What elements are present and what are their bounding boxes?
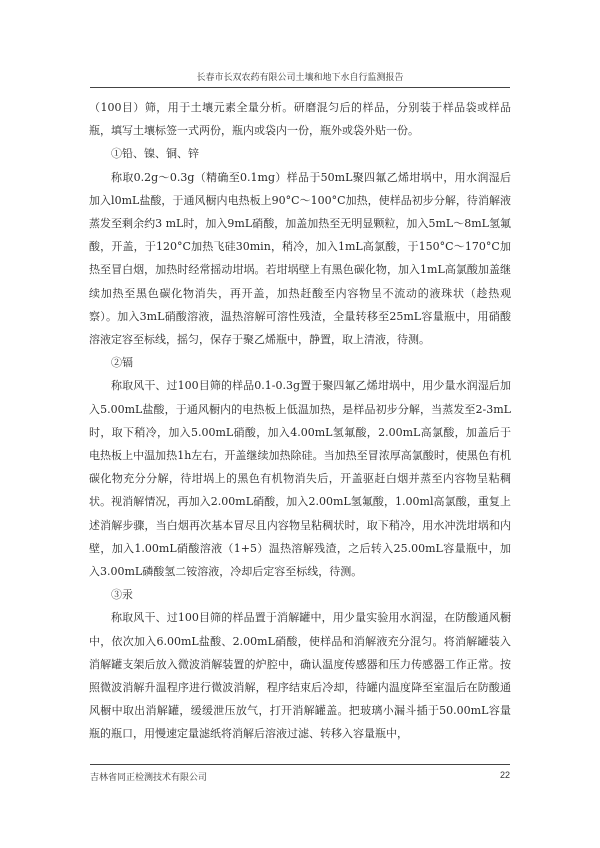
section-heading-mercury: ③汞 bbox=[111, 588, 133, 602]
page-number: 22 bbox=[499, 770, 510, 780]
section-heading-lead-nickel-copper-zinc: ①铅、镍、铜、锌 bbox=[111, 147, 199, 161]
section-body-lead-nickel-copper-zinc: 称取0.2g～0.3g（精确至0.1mg）样品于50mL聚四氟乙烯坩埚中，用水润湿后加入l0mL盐酸，于通风橱内电热板上90°C～100°C加热，使样品初步分解，待消解液蒸发至剩余约3 mL时，加入9mL硝酸，加盖加热至无明显颗粒，加入5mL～8mL氢氟酸，开盖，于120°C加热飞硅30min，稍冷，加入1mL高氯酸，于150°C～170°C加热至冒白烟，加热时经常摇动坩埚。若坩埚壁上有黑色碳化物，加入1mL高氯酸加盖继续加热至黑色碳化物消失，再开盖，加热赶酸至内容物呈不流动的液珠状（趁热观察）。加入3mL硝酸溶液，温热溶解可溶性残渣，全量转移至25mL容量瓶中，用硝酸溶液定容至标线，摇匀，保存于聚乙烯瓶中，静置，取上清液，待测。 bbox=[89, 170, 511, 347]
footer-company: 吉林省同正检测技术有限公司 bbox=[90, 773, 208, 783]
section-body-mercury: 称取风干、过100目筛的样品置于消解罐中，用少量实验用水润湿，在防酸通风橱中，依次加入6.00mL盐酸、2.00mL硝酸，使样品和消解液充分混匀。将消解罐装入消解罐支架后放入微波消解装置的炉腔中，确认温度传感器和压力传感器工作正常。按照微波消解升温程序进行微波消解，程序结束后冷却，待罐内温度降至室温后在防酸通风橱中取出消解罐，缓缓泄压放气，打开消解罐盖。把玻璃小漏斗插于50.00mL容量瓶的瓶口，用慢速定量滤纸将消解后溶液过滤、转移入容量瓶中， bbox=[89, 611, 511, 741]
section-body-cadmium: 称取风干、过100目筛的样品0.1-0.3g置于聚四氟乙烯坩埚中，用少量水润湿后加入5.00mL盐酸，于通风橱内的电热板上低温加热，是样品初步分解，当蒸发至2-3mL时，取下稍冷，加入5.00mL硝酸，加入4.00mL氢氟酸，2.00mL高氯酸，加盖后于电热板上中温加热1h左右，开盖继续加热除硅。当加热至冒浓厚高氯酸时，使黑色有机碳化物充分分解，待坩埚上的黑色有机物消失后，开盖驱赶白烟并蒸至内容物呈粘稠状。视消解情况，再加入2.00mL硝酸，加入2.00mL氢氟酸，1.00ml高氯酸，重复上述消解步骤，当白烟再次基本冒尽且内容物呈粘稠状时，取下稍冷，用水冲洗坩埚和内壁，加入1.00mL硝酸溶液（1+5）温热溶解残渣，之后转入25.00mL容量瓶中，加入3.00mL磷酸氢二铵溶液，冷却后定容至标线，待测。 bbox=[89, 379, 511, 579]
page-body bbox=[89, 96, 511, 746]
footer-divider bbox=[90, 764, 510, 765]
intro-paragraph: （100目）筛，用于土壤元素全量分析。研磨混匀后的样品，分别装于样品袋或样品瓶，填写土壤标签一式两份，瓶内或袋内一份，瓶外或袋外贴一份。 bbox=[89, 101, 511, 138]
section-heading-cadmium: ②镉 bbox=[111, 356, 133, 370]
header-divider bbox=[90, 87, 510, 88]
page-header: 长春市长双农药有限公司土壤和地下水自行监测报告 bbox=[196, 73, 404, 83]
